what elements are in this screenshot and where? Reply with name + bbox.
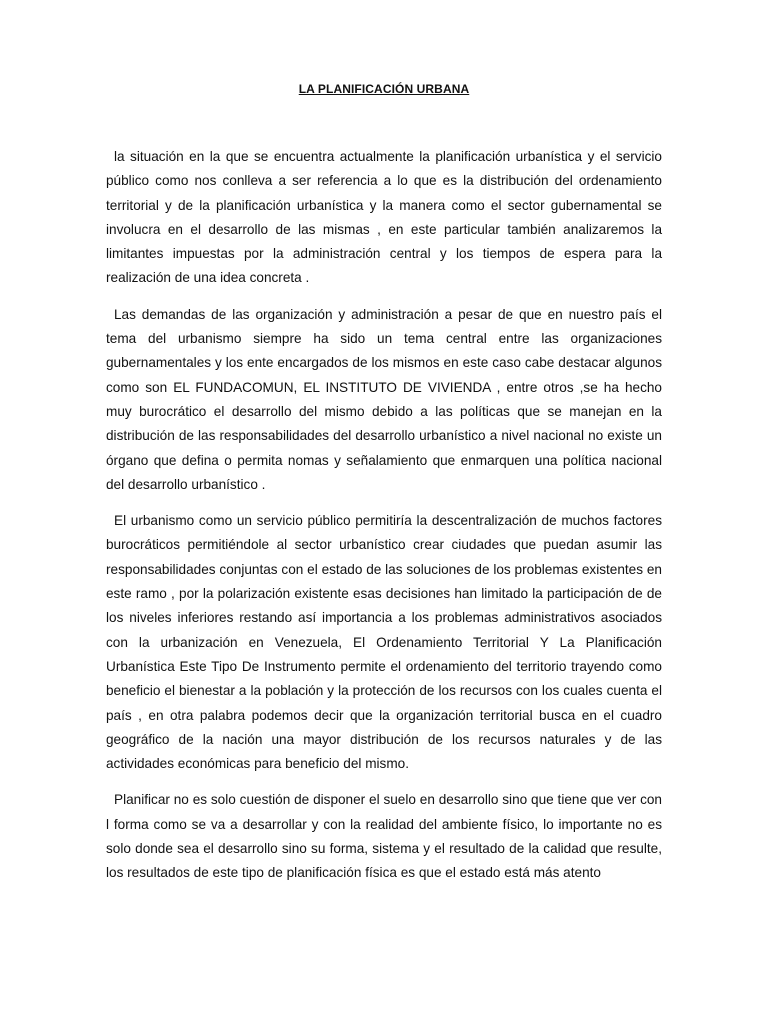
document-title: LA PLANIFICACIÓN URBANA [298,82,470,96]
paragraph: Las demandas de las organización y administración a pesar de que en nuestro país el tema del urbanismo siempre ha sido un tema central entre las organizaciones gubernamentales y los ente encargados de los mismos en este caso cabe destacar algunos como son EL FUNDACOMUN, EL INSTITUTO DE VIVIENDA , entre otros ,se ha hecho muy burocrático el desarrollo del mismo debido a las políticas que se manejan en la distribución de las responsabilidades del desarrollo urbanístico a nivel nacional no existe un órgano que defina o permita nomas y señalamiento que enmarquen una política nacional del desarrollo urbanístico . [106,306,662,492]
document-body [106,145,662,898]
paragraph: la situación en la que se encuentra actualmente la planificación urbanística y el servicio público como nos conlleva a ser referencia a lo que es la distribución del ordenamiento territorial y de la planificación urbanística y la manera como el sector gubernamental se involucra en el desarrollo de las mismas , en este particular también analizaremos la limitantes impuestas por la administración central y los tiempos de espera para la realización de una idea concreta . [106,149,662,286]
paragraph: El urbanismo como un servicio público permitiría la descentralización de muchos factores burocráticos permitiéndole al sector urbanístico crear ciudades que puedan asumir las responsabilidades conjuntas con el estado de las soluciones de los problemas existentes en este ramo , por la polarización existente esas decisiones han limitado la participación de de los niveles inferiores restando así importancia a los problemas administrativos asociados con la urbanización en Venezuela, El Ordenamiento Territorial Y La Planificación Urbanística Este Tipo De Instrumento permite el ordenamiento del territorio trayendo como beneficio el bienestar a la población y la protección de los recursos con los cuales cuenta el país , en otra palabra podemos decir que la organización territorial busca en el cuadro geográfico de la nación una mayor distribución de los recursos naturales y de las actividades económicas para beneficio del mismo. [106,513,662,772]
paragraph: Planificar no es solo cuestión de disponer el suelo en desarrollo sino que tiene que ver con l forma como se va a desarrollar y con la realidad del ambiente físico, lo importante no es solo donde sea el desarrollo sino su forma, sistema y el resultado de la calidad que resulte, los resultados de este tipo de planificación física es que el estado está más atento [106,792,662,881]
